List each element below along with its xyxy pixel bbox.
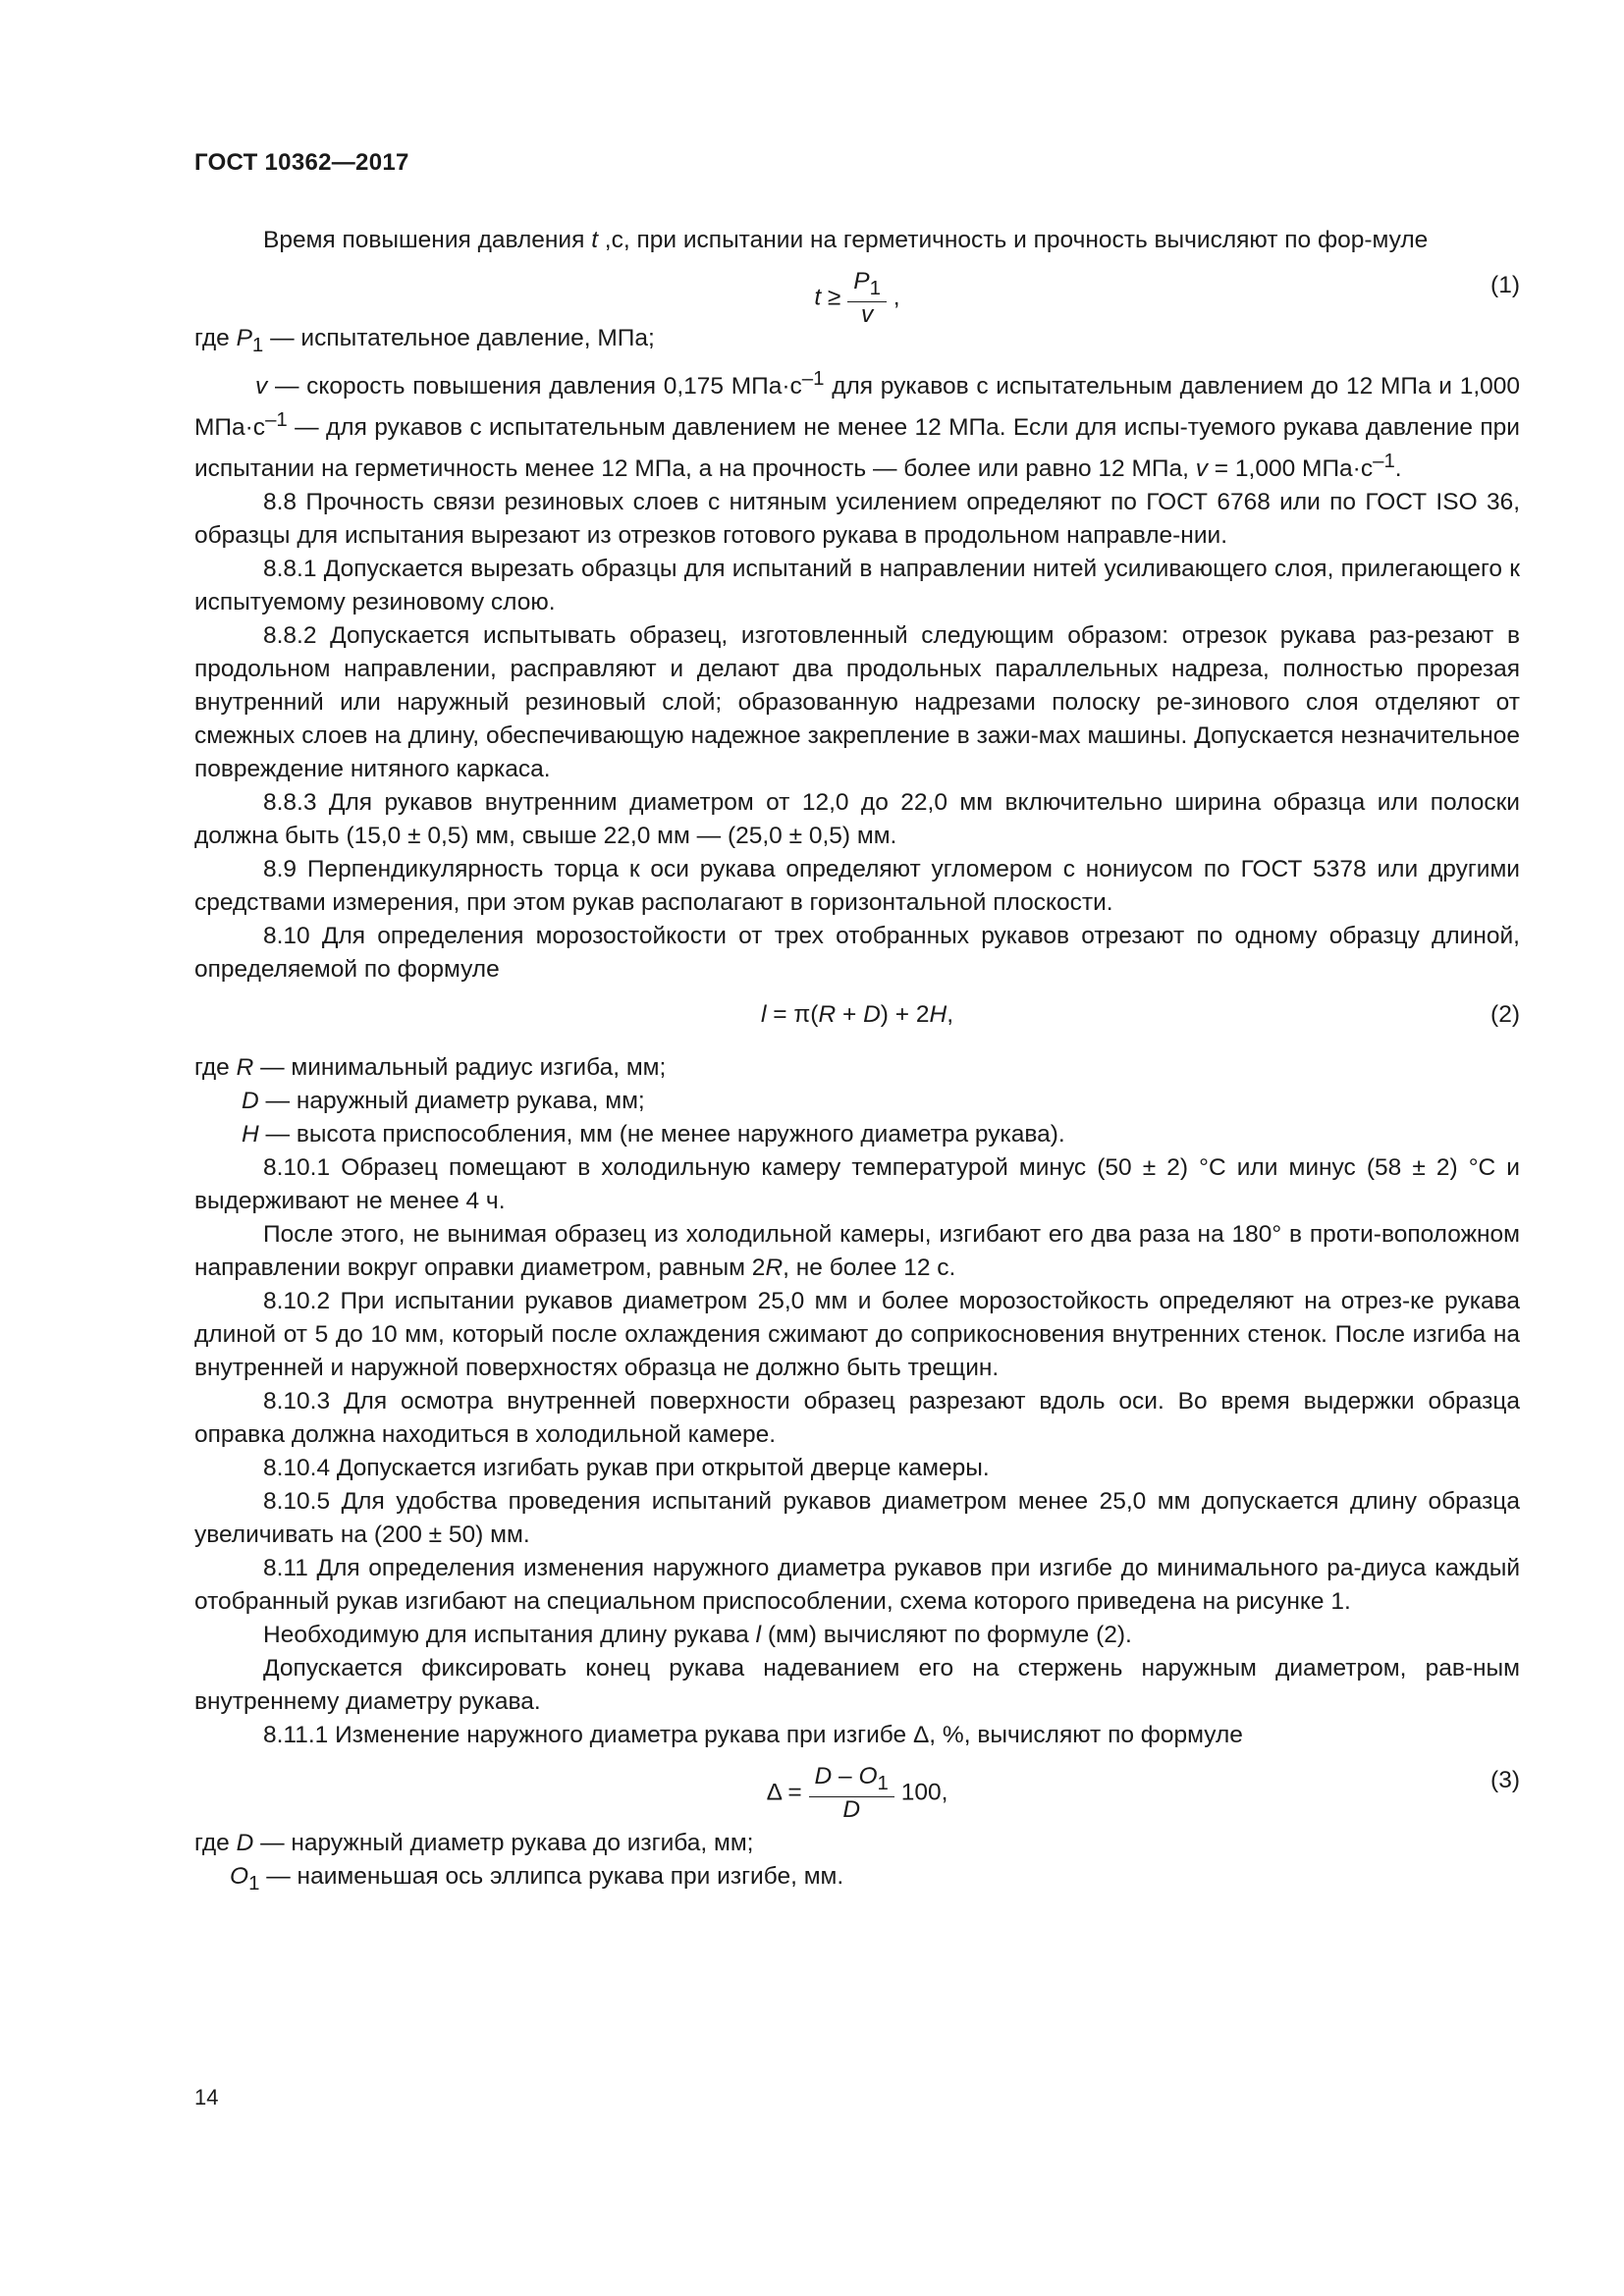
formula-1-fraction: $\frac{P_1}{v}$ [847,269,887,328]
formula-3-number: (3) [1490,1767,1520,1794]
section-8-10: 8.10 Для определения морозостойкости от трех отобранных рукавов отрезают по одному образцу длиной, определяемой по формуле [194,923,1520,984]
page-number: 14 [194,2085,219,2109]
document-body [194,224,1520,1900]
section-8-10-1-cont: После этого, не вынимая образец из холодильной камеры, изгибают его два раза на 180° в проти-воположном направлении вокруг оправки диаметром, равным 2R, не более 12 с. [194,1221,1520,1282]
where-r: где R — минимальный радиус изгиба, мм; [194,1054,667,1082]
formula-1: t ≥ $\frac{P_1}{v}$ , (1) [814,268,1520,328]
where-d: D — наружный диаметр рукава, мм; [242,1088,645,1115]
where-p1: где $P_1$ — испытательное давление, МПа; [194,325,655,356]
formula-3-fraction: $\frac{D - O_1}{D}$ [809,1764,894,1823]
section-8-8: 8.8 Прочность связи резиновых слоев с нитяным усилением определяют по ГОСТ 6768 или по ГОСТ ISO 36, образцы для испытания вырезают из отрезков готового рукава в продольном направле-нии. [194,489,1520,550]
formula-2-number: (2) [1490,1001,1520,1029]
standard-header: ГОСТ 10362—2017 [194,149,409,176]
section-8-11: 8.11 Для определения изменения наружного диаметра рукавов при изгибе до минимального ра-диуса каждый отобранный рукав изгибают на специальном приспособлении, схема которого приведена на рисунке 1. [194,1555,1520,1616]
where-d2: где D — наружный диаметр рукава до изгиба, мм; [194,1830,754,1857]
section-8-11-1: 8.11.1 Изменение наружного диаметра рукава при изгибе Δ, %, вычисляют по формуле [263,1722,1243,1749]
formula-1-number: (1) [1490,272,1520,298]
section-8-11-length: Необходимую для испытания длину рукава l (мм) вычисляют по формуле (2). [263,1622,1132,1649]
section-8-8-3: 8.8.3 Для рукавов внутренним диаметром от 12,0 до 22,0 мм включительно ширина образца или полоски должна быть (15,0 ± 0,5) мм, свыше 22,0 мм — (25,0 ± 0,5) мм. [194,789,1520,850]
section-8-8-1: 8.8.1 Допускается вырезать образцы для испытаний в направлении нитей усиливающего слоя, прилегающего к испытуемому резиновому слою. [194,556,1520,616]
section-8-10-1: 8.10.1 Образец помещают в холодильную камеру температурой минус (50 ± 2) °С или минус (58 ± 2) °С и выдерживают не менее 4 ч. [194,1154,1520,1215]
section-8-8-2: 8.8.2 Допускается испытывать образец, изготовленный следующим образом: отрезок рукава раз-резают в продольном направлении, расправляют и делают два продольных параллельных надреза, полностью прорезая внутренний или наружный резиновый слой; образованную надрезами полоску ре-зинового слоя отделяют от смежных слоев на длину, обеспечивающую надежное закрепление в зажи-мах машины. Допускается незначительное повреждение нитяного каркаса. [194,622,1520,783]
section-8-10-2: 8.10.2 При испытании рукавов диаметром 25,0 мм и более морозостойкость определяют на отрез-ке рукава длиной от 5 до 10 мм, который после охлаждения сжимают до соприкосновения внутренних стенок. После изгиба на внутренней и наружной поверхностях образца не должно быть трещин. [194,1288,1520,1382]
section-8-10-5: 8.10.5 Для удобства проведения испытаний рукавов диаметром менее 25,0 мм допускается длину образца увеличивать на (200 ± 50) мм. [194,1488,1520,1549]
formula-3: Δ = $\frac{D - O_1}{D}$ 100, (3) [766,1763,1520,1824]
paragraph-time: Время повышения давления t ,с, при испытании на герметичность и прочность вычисляют по фор-муле [263,227,1429,253]
section-8-10-3: 8.10.3 Для осмотра внутренней поверхности образец разрезают вдоль оси. Во время выдержки образца оправка должна находиться в холодильной камере. [194,1388,1520,1449]
formula-2: l = π(R + D) + 2H, (2) [194,987,1520,1051]
where-v: v — скорость повышения давления 0,175 $МПа\cdot с^{-1}$ для рукавов с испытательным давлением до 12 МПа и 1,000 $МПа\cdot с^{-1}$ — для рукавов с испытательным давлением не менее 12 МПа. Если для испы-туемого рукава давление при испытании на герметичность менее 12 МПа, а на прочность — более или равно 12 МПа, v = 1,000 $МПа\cdot с^{-1}$. [194,367,1521,483]
formula-1-lhs: t ≥ [814,284,841,311]
where-h: H — высота приспособления, мм (не менее наружного диаметра рукава). [242,1121,1065,1148]
section-8-9: 8.9 Перпендикулярность торца к оси рукава определяют угломером с нониусом по ГОСТ 5378 или другими средствами измерения, при этом рукав располагают в горизонтальной плоскости. [194,856,1520,917]
where-o1: $O_1$ — наименьшая ось эллипса рукава при изгибе, мм. [230,1863,844,1896]
section-8-11-fix: Допускается фиксировать конец рукава надеванием его на стержень наружным диаметром, рав-ным внутреннему диаметру рукава. [194,1655,1520,1716]
section-8-10-4: 8.10.4 Допускается изгибать рукав при открытой дверце камеры. [263,1455,990,1482]
